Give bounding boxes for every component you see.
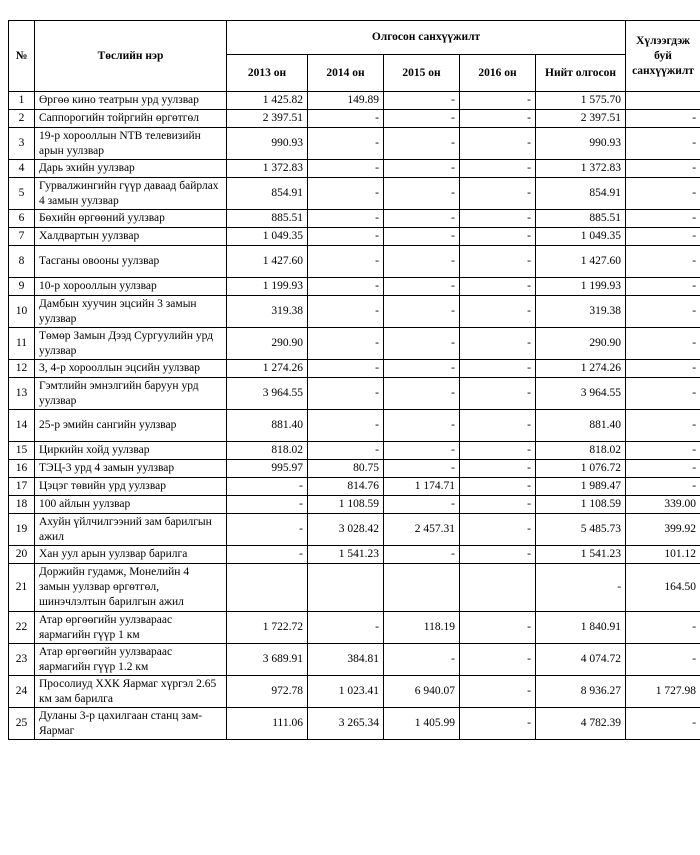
table-row — [9, 160, 700, 178]
pending-funding: - — [626, 328, 700, 360]
row-number: 18 — [9, 496, 35, 514]
row-number: 10 — [9, 296, 35, 328]
project-name: 25-р эмийн сангийн уулзвар — [35, 410, 227, 442]
pending-funding: - — [626, 110, 700, 128]
pending-funding — [626, 92, 700, 110]
value-2013: 1 274.26 — [227, 360, 308, 378]
value-2015: - — [384, 360, 460, 378]
project-name: Тасганы овооны уулзвар — [35, 246, 227, 278]
table-row — [9, 460, 700, 478]
value-2016: - — [460, 128, 536, 160]
table-row — [9, 360, 700, 378]
pending-funding: 399.92 — [626, 514, 700, 546]
total-allocated: 2 397.51 — [536, 110, 626, 128]
pending-funding: - — [626, 460, 700, 478]
value-2013: 290.90 — [227, 328, 308, 360]
table-row — [9, 708, 700, 740]
table-row — [9, 228, 700, 246]
pending-funding: - — [626, 178, 700, 210]
value-2016: - — [460, 328, 536, 360]
total-allocated: 3 964.55 — [536, 378, 626, 410]
pending-funding: - — [626, 442, 700, 460]
value-2013: 2 397.51 — [227, 110, 308, 128]
value-2013: 319.38 — [227, 296, 308, 328]
project-name: ТЭЦ-3 урд 4 замын уулзвар — [35, 460, 227, 478]
value-2013: - — [227, 514, 308, 546]
header-allocated-funding: Олгосон санхүүжилт — [227, 21, 626, 55]
value-2016: - — [460, 210, 536, 228]
value-2014: - — [308, 442, 384, 460]
value-2014: 3 028.42 — [308, 514, 384, 546]
row-number: 20 — [9, 546, 35, 564]
pending-funding: - — [626, 478, 700, 496]
value-2013 — [227, 564, 308, 612]
value-2014: - — [308, 378, 384, 410]
total-allocated: 1 427.60 — [536, 246, 626, 278]
value-2015: - — [384, 278, 460, 296]
value-2014: - — [308, 160, 384, 178]
value-2014: - — [308, 128, 384, 160]
value-2013: 854.91 — [227, 178, 308, 210]
table-row — [9, 110, 700, 128]
value-2016: - — [460, 478, 536, 496]
total-allocated: 290.90 — [536, 328, 626, 360]
value-2016: - — [460, 378, 536, 410]
value-2016: - — [460, 410, 536, 442]
table-row — [9, 328, 700, 360]
value-2015: - — [384, 160, 460, 178]
value-2014: - — [308, 210, 384, 228]
table-row — [9, 644, 700, 676]
value-2013: 995.97 — [227, 460, 308, 478]
project-name: 19-р хорооллын NTB телевизийн арын уулзвар — [35, 128, 227, 160]
pending-funding: 101.12 — [626, 546, 700, 564]
row-number: 1 — [9, 92, 35, 110]
value-2015 — [384, 564, 460, 612]
total-allocated: 1 199.93 — [536, 278, 626, 296]
value-2013: 1 199.93 — [227, 278, 308, 296]
total-allocated: 1 541.23 — [536, 546, 626, 564]
total-allocated: - — [536, 564, 626, 612]
table-row — [9, 178, 700, 210]
value-2014: - — [308, 178, 384, 210]
pending-funding: - — [626, 612, 700, 644]
value-2015: - — [384, 128, 460, 160]
value-2014: 80.75 — [308, 460, 384, 478]
value-2016: - — [460, 178, 536, 210]
value-2015: - — [384, 546, 460, 564]
row-number: 11 — [9, 328, 35, 360]
total-allocated: 990.93 — [536, 128, 626, 160]
value-2014: - — [308, 246, 384, 278]
value-2014: 3 265.34 — [308, 708, 384, 740]
value-2013: - — [227, 478, 308, 496]
total-allocated: 319.38 — [536, 296, 626, 328]
project-name: Саппорогийн тойргийн өргөтгөл — [35, 110, 227, 128]
header-year-2016: 2016 он — [460, 55, 536, 92]
pending-funding: - — [626, 278, 700, 296]
value-2015: 6 940.07 — [384, 676, 460, 708]
pending-funding: - — [626, 228, 700, 246]
row-number: 25 — [9, 708, 35, 740]
row-number: 8 — [9, 246, 35, 278]
row-number: 14 — [9, 410, 35, 442]
project-name: 10-р хорооллын уулзвар — [35, 278, 227, 296]
table-row — [9, 514, 700, 546]
pending-funding: - — [626, 360, 700, 378]
value-2016: - — [460, 228, 536, 246]
table-body — [9, 92, 700, 740]
value-2014: 384.81 — [308, 644, 384, 676]
pending-funding: - — [626, 160, 700, 178]
value-2015: 2 457.31 — [384, 514, 460, 546]
table-row — [9, 128, 700, 160]
total-allocated: 1 108.59 — [536, 496, 626, 514]
table-row — [9, 442, 700, 460]
header-project-name: Төслийн нэр — [35, 21, 227, 92]
project-name: Атар өргөөгийн уулзвараас яармагийн гүүр 1 км — [35, 612, 227, 644]
total-allocated: 1 372.83 — [536, 160, 626, 178]
header-year-2013: 2013 он — [227, 55, 308, 92]
total-allocated: 4 782.39 — [536, 708, 626, 740]
table-row — [9, 246, 700, 278]
header-year-2014: 2014 он — [308, 55, 384, 92]
value-2016: - — [460, 612, 536, 644]
value-2014: 149.89 — [308, 92, 384, 110]
row-number: 3 — [9, 128, 35, 160]
header-year-2015: 2015 он — [384, 55, 460, 92]
value-2013: - — [227, 496, 308, 514]
value-2014: - — [308, 278, 384, 296]
pending-funding: 339.00 — [626, 496, 700, 514]
value-2015: 118.19 — [384, 612, 460, 644]
value-2014: - — [308, 360, 384, 378]
project-name: Доржийн гудамж, Монелийн 4 замын уулзвар өргөтгөл, шинэчлэлтын барилгын ажил — [35, 564, 227, 612]
value-2013: 818.02 — [227, 442, 308, 460]
value-2014: - — [308, 410, 384, 442]
row-number: 19 — [9, 514, 35, 546]
total-allocated: 1 274.26 — [536, 360, 626, 378]
row-number: 16 — [9, 460, 35, 478]
value-2014: 814.76 — [308, 478, 384, 496]
value-2016: - — [460, 460, 536, 478]
pending-funding: - — [626, 246, 700, 278]
value-2013: - — [227, 546, 308, 564]
total-allocated: 4 074.72 — [536, 644, 626, 676]
total-allocated: 8 936.27 — [536, 676, 626, 708]
value-2015: - — [384, 378, 460, 410]
total-allocated: 885.51 — [536, 210, 626, 228]
value-2016: - — [460, 110, 536, 128]
value-2015: - — [384, 296, 460, 328]
total-allocated: 854.91 — [536, 178, 626, 210]
value-2016: - — [460, 92, 536, 110]
project-name: Төмөр Замын Дээд Сургуулийн урд уулзвар — [35, 328, 227, 360]
value-2014: 1 108.59 — [308, 496, 384, 514]
value-2013: 881.40 — [227, 410, 308, 442]
row-number: 12 — [9, 360, 35, 378]
value-2016: - — [460, 296, 536, 328]
value-2013: 1 722.72 — [227, 612, 308, 644]
project-name: Ахуйн үйлчилгээний зам барилгын ажил — [35, 514, 227, 546]
value-2016: - — [460, 246, 536, 278]
total-allocated: 1 989.47 — [536, 478, 626, 496]
value-2014: - — [308, 228, 384, 246]
pending-funding: 164.50 — [626, 564, 700, 612]
table-row — [9, 676, 700, 708]
value-2013: 111.06 — [227, 708, 308, 740]
value-2016: - — [460, 708, 536, 740]
project-name: Бөхийн өргөөний уулзвар — [35, 210, 227, 228]
value-2015: 1 405.99 — [384, 708, 460, 740]
project-name: Халдвартын уулзвар — [35, 228, 227, 246]
row-number: 7 — [9, 228, 35, 246]
value-2016: - — [460, 546, 536, 564]
row-number: 4 — [9, 160, 35, 178]
project-name: 3, 4-р хорооллын эцсийн уулзвар — [35, 360, 227, 378]
total-allocated: 1 575.70 — [536, 92, 626, 110]
project-name: Цэцэг төвийн урд уулзвар — [35, 478, 227, 496]
value-2013: 885.51 — [227, 210, 308, 228]
value-2014: - — [308, 110, 384, 128]
header-pending-funding: Хүлээгдэж буй санхүүжилт — [626, 21, 700, 92]
value-2015: - — [384, 246, 460, 278]
row-number: 9 — [9, 278, 35, 296]
project-name: Дамбын хуучин эцсийн 3 замын уулзвар — [35, 296, 227, 328]
value-2013: 990.93 — [227, 128, 308, 160]
total-allocated: 1 840.91 — [536, 612, 626, 644]
total-allocated: 818.02 — [536, 442, 626, 460]
value-2013: 972.78 — [227, 676, 308, 708]
row-number: 22 — [9, 612, 35, 644]
project-name: 100 айлын уулзвар — [35, 496, 227, 514]
pending-funding: - — [626, 378, 700, 410]
total-allocated: 1 076.72 — [536, 460, 626, 478]
value-2016: - — [460, 514, 536, 546]
value-2015: - — [384, 496, 460, 514]
table-row — [9, 92, 700, 110]
row-number: 2 — [9, 110, 35, 128]
funding-table — [8, 20, 700, 740]
value-2016 — [460, 564, 536, 612]
value-2015: - — [384, 410, 460, 442]
value-2013: 1 049.35 — [227, 228, 308, 246]
header-total-allocated: Нийт олгосон — [536, 55, 626, 92]
value-2015: - — [384, 228, 460, 246]
value-2016: - — [460, 676, 536, 708]
table-row — [9, 564, 700, 612]
value-2013: 1 372.83 — [227, 160, 308, 178]
project-name: Атар өргөөгийн уулзвараас яармагийн гүүр 1.2 км — [35, 644, 227, 676]
value-2016: - — [460, 496, 536, 514]
row-number: 23 — [9, 644, 35, 676]
value-2015: - — [384, 210, 460, 228]
table-row — [9, 378, 700, 410]
table-row — [9, 478, 700, 496]
row-number: 15 — [9, 442, 35, 460]
project-name: Дарь эхийн уулзвар — [35, 160, 227, 178]
value-2015: - — [384, 460, 460, 478]
value-2016: - — [460, 278, 536, 296]
value-2015: - — [384, 328, 460, 360]
row-number: 6 — [9, 210, 35, 228]
value-2014 — [308, 564, 384, 612]
project-name: Гурвалжингийн гүүр даваад байрлах 4 замын уулзвар — [35, 178, 227, 210]
table-row — [9, 612, 700, 644]
value-2014: - — [308, 296, 384, 328]
table-row — [9, 210, 700, 228]
value-2015: - — [384, 110, 460, 128]
row-number: 21 — [9, 564, 35, 612]
value-2014: - — [308, 328, 384, 360]
project-name: Дуланы 3-р цахилгаан станц зам-Яармаг — [35, 708, 227, 740]
table-row — [9, 546, 700, 564]
row-number: 24 — [9, 676, 35, 708]
table-row — [9, 278, 700, 296]
project-name: Хан уул арын уулзвар барилга — [35, 546, 227, 564]
table-row — [9, 496, 700, 514]
pending-funding: - — [626, 210, 700, 228]
total-allocated: 881.40 — [536, 410, 626, 442]
value-2016: - — [460, 160, 536, 178]
project-name: Циркийн хойд уулзвар — [35, 442, 227, 460]
value-2016: - — [460, 644, 536, 676]
value-2013: 3 689.91 — [227, 644, 308, 676]
value-2016: - — [460, 360, 536, 378]
table-row — [9, 296, 700, 328]
pending-funding: 1 727.98 — [626, 676, 700, 708]
value-2015: - — [384, 644, 460, 676]
pending-funding: - — [626, 296, 700, 328]
value-2015: - — [384, 442, 460, 460]
pending-funding: - — [626, 644, 700, 676]
value-2013: 1 427.60 — [227, 246, 308, 278]
table-row — [9, 410, 700, 442]
value-2014: 1 023.41 — [308, 676, 384, 708]
header-no: № — [9, 21, 35, 92]
pending-funding: - — [626, 128, 700, 160]
project-name: Просолиуд ХХК Яармаг хүргэл 2.65 км зам барилга — [35, 676, 227, 708]
value-2015: - — [384, 92, 460, 110]
pending-funding: - — [626, 708, 700, 740]
value-2014: - — [308, 612, 384, 644]
value-2013: 3 964.55 — [227, 378, 308, 410]
row-number: 17 — [9, 478, 35, 496]
value-2015: 1 174.71 — [384, 478, 460, 496]
row-number: 5 — [9, 178, 35, 210]
row-number: 13 — [9, 378, 35, 410]
total-allocated: 5 485.73 — [536, 514, 626, 546]
pending-funding: - — [626, 410, 700, 442]
value-2013: 1 425.82 — [227, 92, 308, 110]
value-2014: 1 541.23 — [308, 546, 384, 564]
value-2016: - — [460, 442, 536, 460]
project-name: Гэмтлийн эмнэлгийн баруун урд уулзвар — [35, 378, 227, 410]
project-name: Өргөө кино театрын урд уулзвар — [35, 92, 227, 110]
total-allocated: 1 049.35 — [536, 228, 626, 246]
value-2015: - — [384, 178, 460, 210]
